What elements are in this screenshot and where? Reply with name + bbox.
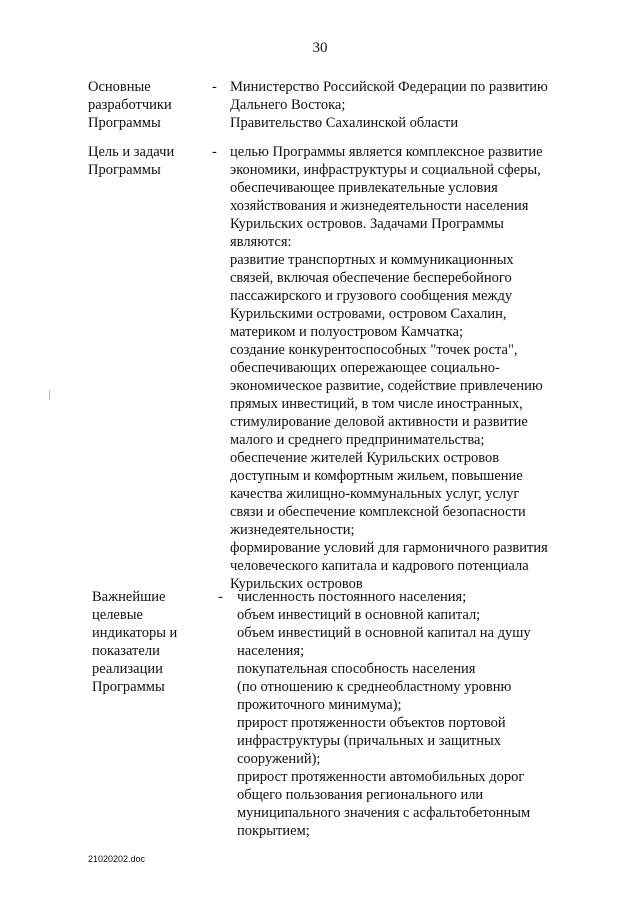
footer-filename: 21020202.doc (88, 854, 146, 864)
content-line: материком и полуостровом Камчатка; (230, 324, 463, 340)
content-line: общего пользования регионального или (237, 787, 484, 803)
content-line: прямых инвестиций, в том числе иностранных, (230, 396, 523, 412)
content-line: обеспечение жителей Курильских островов (230, 450, 500, 466)
section-label: Важнейшие целевые индикаторы и показатели реализации Программы (92, 589, 178, 695)
margin-mark (49, 390, 50, 400)
content-line: объем инвестиций в основной капитал на душу (237, 625, 531, 641)
content-line: стимулирование деловой активности и развитие (230, 414, 528, 430)
content-line: Курильских островов. Задачами Программы (230, 216, 504, 232)
content-line: пассажирского и грузового сообщения между (230, 288, 513, 304)
content-line: Курильских островов (230, 576, 363, 592)
content-line: жизнедеятельности; (230, 522, 355, 538)
content-line: доступным и комфортным жильем, повышение (230, 468, 523, 484)
content-line: Правительство Сахалинской области (230, 115, 459, 131)
content-line: целью Программы является комплексное развитие (230, 144, 543, 160)
content-line: формирование условий для гармоничного развития (230, 540, 548, 556)
content-line: Дальнего Востока; (230, 97, 346, 113)
content-line: покупательная способность населения (237, 661, 476, 677)
content-line: численность постоянного населения; (237, 589, 467, 605)
content-line: Министерство Российской Федерации по развитию (230, 79, 548, 95)
content-line: экономики, инфраструктуры и социальной сферы, (230, 162, 541, 178)
content-line: прирост протяженности объектов портовой (237, 715, 506, 731)
content-line: являются: (230, 234, 292, 250)
section-content (237, 588, 531, 840)
content-line: покрытием; (237, 823, 310, 839)
content-line: прирост протяженности автомобильных дорог (237, 769, 525, 785)
content-line: связи и обеспечение комплексной безопасности (230, 504, 526, 520)
content-line: создание конкурентоспособных "точек роста", (230, 342, 518, 358)
content-line: объем инвестиций в основной капитал; (237, 607, 481, 623)
page-number: 30 (312, 40, 328, 56)
content-line: (по отношению к среднеобластному уровню (237, 679, 512, 695)
section-dash: - (218, 589, 223, 605)
content-line: связей, включая обеспечение бесперебойного (230, 270, 512, 286)
content-line: муниципального значения с асфальтобетонным (237, 805, 531, 821)
content-line: инфраструктуры (причальных и защитных (237, 733, 501, 749)
content-line: населения; (237, 643, 305, 659)
content-line: обеспечивающее привлекательные условия (230, 180, 498, 196)
content-line: экономическое развитие, содействие привлечению (230, 378, 543, 394)
content-line: прожиточного минимума); (237, 697, 402, 713)
content-line: качества жилищно-коммунальных услуг, услуг (230, 486, 520, 502)
section-label: Цель и задачи Программы (88, 144, 175, 178)
content-line: развитие транспортных и коммуникационных (230, 252, 514, 268)
section-content (230, 78, 548, 132)
content-line: хозяйствования и жизнедеятельности населения (230, 198, 529, 214)
section-content (230, 143, 548, 593)
section-label: Основные разработчики Программы (88, 79, 172, 131)
section-dash: - (212, 79, 217, 95)
content-line: сооружений); (237, 751, 321, 767)
content-line: Курильскими островами, островом Сахалин, (230, 306, 507, 322)
content-line: обеспечивающих опережающее социально- (230, 360, 500, 376)
content-line: малого и среднего предпринимательства; (230, 432, 485, 448)
section-dash: - (212, 144, 217, 160)
content-line: человеческого капитала и кадрового потенциала (230, 558, 529, 574)
